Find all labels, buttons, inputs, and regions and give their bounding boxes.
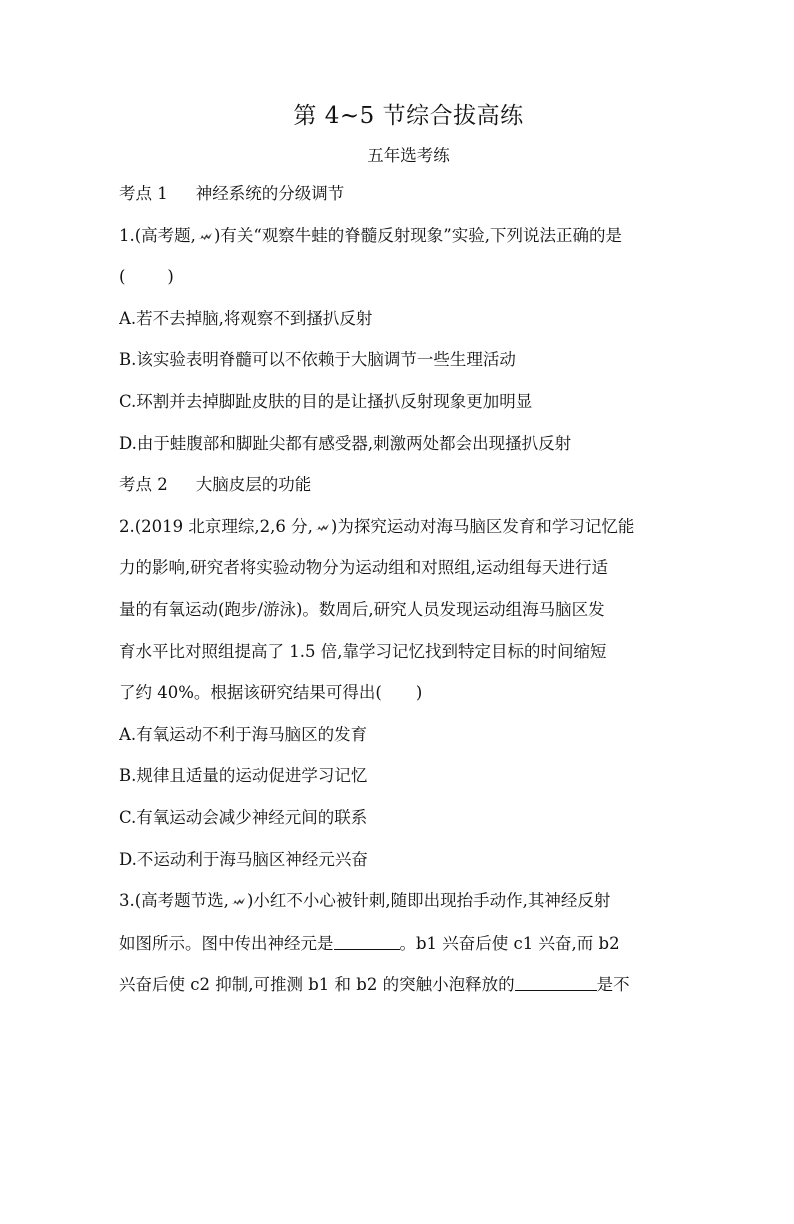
question-source: 1.(高考题,: [119, 225, 196, 245]
question-2-line-2: 力的影响,研究者将实验动物分为运动组和对照组,运动组每天进行适: [119, 558, 608, 578]
question-2-line-4: 育水平比对照组提高了 1.5 倍,靠学习记忆找到特定目标的时间缩短: [119, 641, 607, 661]
answer-blank-1[interactable]: [334, 932, 400, 950]
question-text: 。b1 兴奋后使 c1 兴奋,而 b2: [399, 933, 620, 953]
question-2-line-5: [119, 682, 698, 724]
question-text: )有关“观察牛蛙的脊髓反射现象”实验,下列说法正确的是: [213, 225, 622, 245]
difficulty-star-icon: [314, 520, 330, 534]
document-page: [0, 101, 794, 1224]
question-3-line-1: [119, 890, 698, 932]
question-2-line-1: [119, 516, 698, 558]
question-3-line-2: [119, 932, 698, 974]
question-1-paren: ( ): [119, 267, 174, 287]
option-b: B.规律且适量的运动促进学习记忆: [119, 766, 368, 786]
option-d: D.不运动利于海马脑区神经元兴奋: [119, 849, 368, 869]
question-2-line-3: 量的有氧运动(跑步/游泳)。数周后,研究人员发现运动组海马脑区发: [119, 599, 605, 619]
section-title: 神经系统的分级调节: [195, 184, 345, 203]
question-text: 了约 40%。根据该研究结果可得出(: [119, 683, 382, 703]
answer-blank-2[interactable]: [515, 973, 597, 991]
question-text: )小红不小心被针刺,随即出现抬手动作,其神经反射: [246, 891, 611, 911]
option-c: C.有氧运动会减少神经元间的联系: [119, 807, 368, 827]
question-text: 如图所示。图中传出神经元是: [119, 933, 334, 953]
section-label: 考点 2: [119, 475, 168, 495]
option-d: D.由于蛙腹部和脚趾尖都有感受器,刺激两处都会出现搔扒反射: [119, 433, 572, 453]
option-a: A.有氧运动不利于海马脑区的发育: [119, 724, 368, 744]
section-heading-1: [119, 183, 698, 225]
question-source: 2.(2019 北京理综,2,6 分,: [119, 516, 313, 536]
question-text: )为探究运动对海马脑区发育和学习记忆能: [330, 516, 635, 536]
difficulty-star-icon: [230, 894, 246, 908]
section-heading-2: [119, 474, 698, 516]
option-b: B.该实验表明脊髓可以不依赖于大脑调节一些生理活动: [119, 350, 516, 370]
question-text: 兴奋后使 c2 抑制,可推测 b1 和 b2 的突触小泡释放的: [119, 975, 515, 995]
section-label: 考点 1: [119, 184, 168, 203]
question-3-line-3: [119, 973, 698, 1015]
section-title: 大脑皮层的功能: [195, 475, 312, 495]
page-subtitle: 五年选考练: [367, 146, 450, 165]
option-a: A.若不去掉脑,将观察不到搔扒反射: [119, 308, 373, 328]
question-1-stem: [119, 225, 698, 267]
question-text: 是不: [596, 975, 630, 995]
answer-paren-close: ): [415, 683, 423, 703]
difficulty-star-icon: [197, 229, 213, 243]
option-c: C.环割并去掉脚趾皮肤的目的是让搔扒反射现象更加明显: [119, 391, 533, 411]
question-source: 3.(高考题节选,: [119, 891, 229, 911]
page-title: 第 4~5 节综合拔高练: [293, 103, 524, 129]
